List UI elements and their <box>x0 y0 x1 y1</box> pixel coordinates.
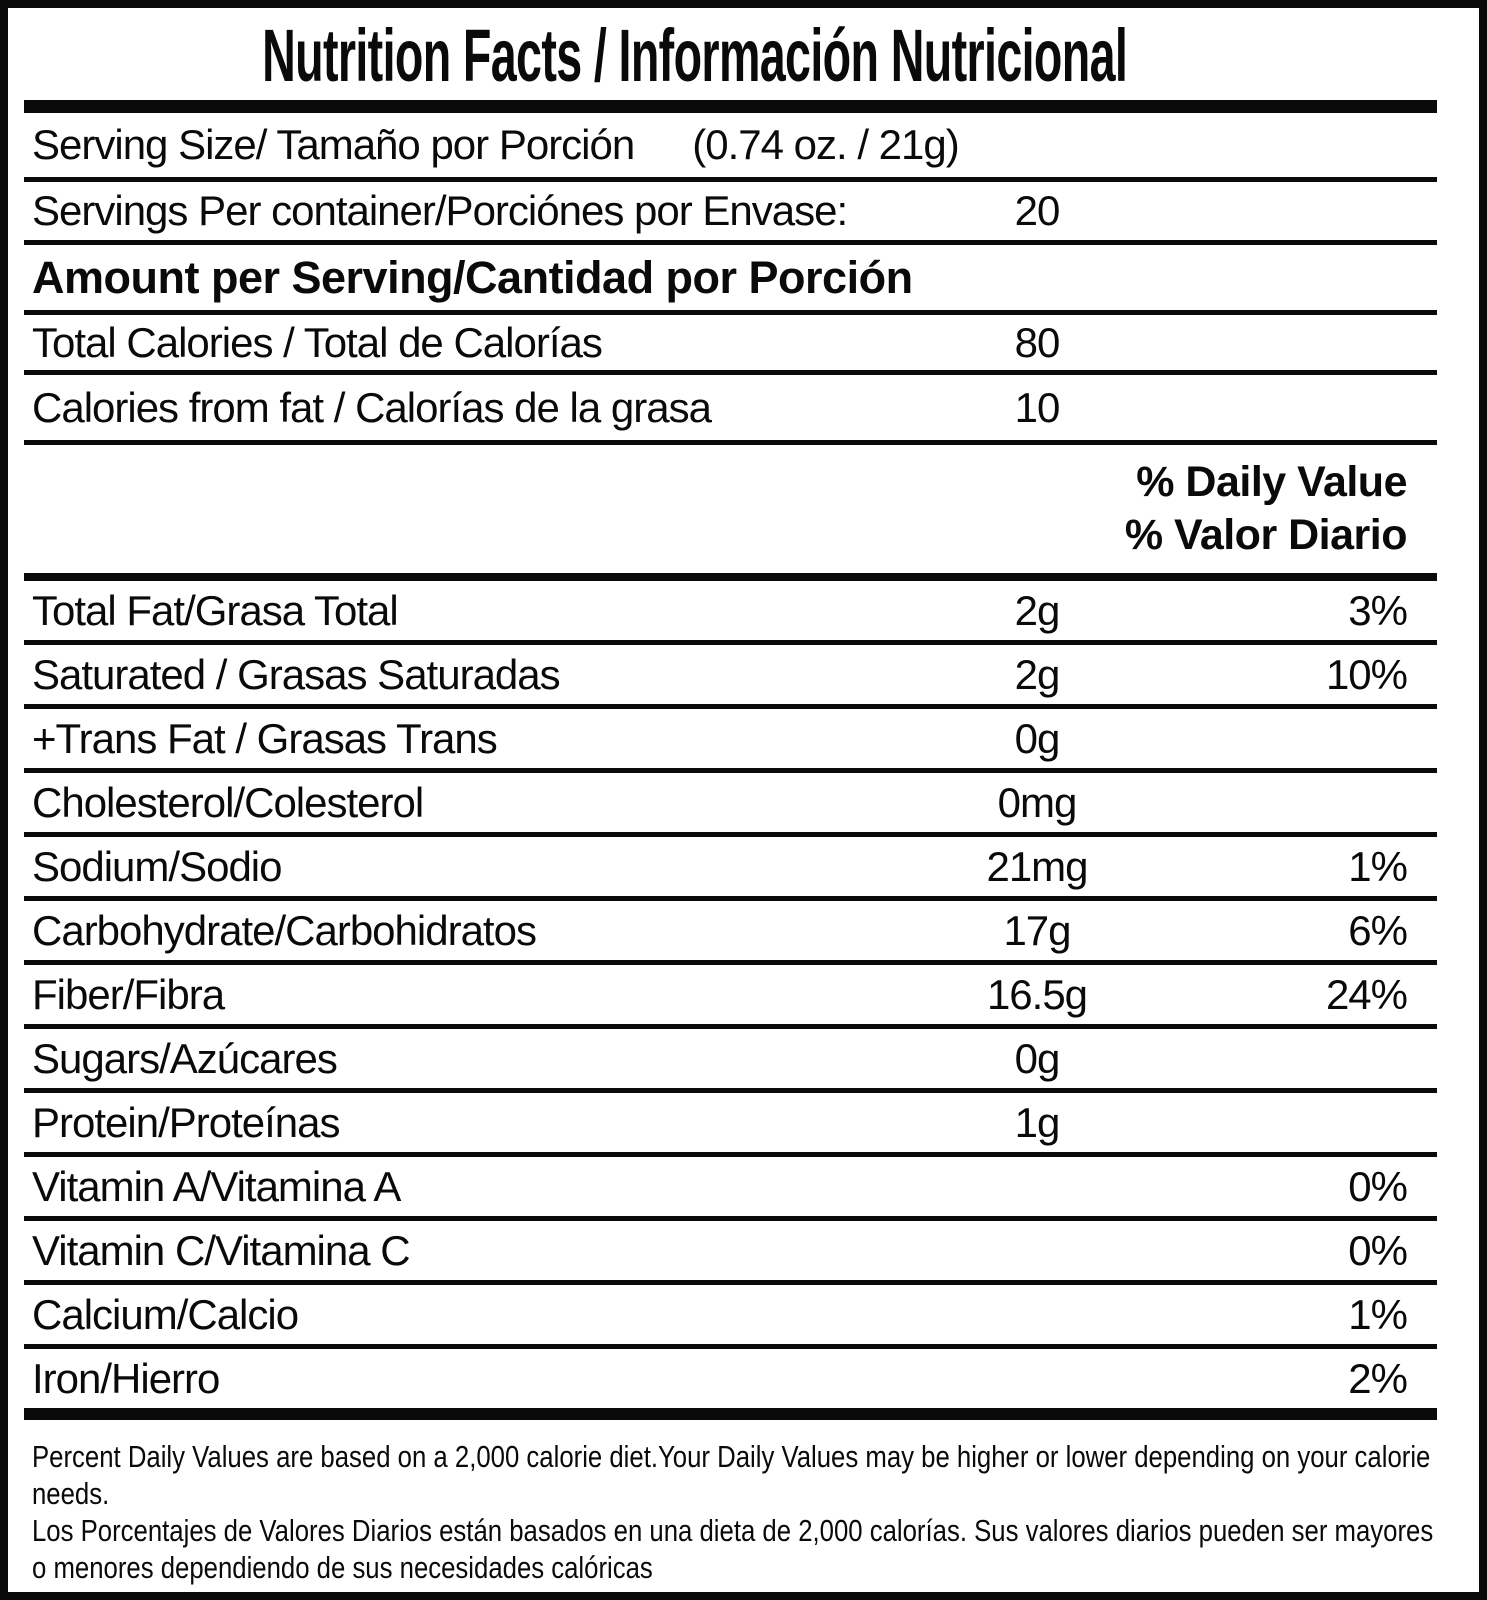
nutrient-label: Vitamin C/Vitamina C <box>32 1226 410 1274</box>
nutrient-row <box>24 1029 1437 1093</box>
calories-from-fat-row <box>24 375 1437 445</box>
nutrient-row <box>24 1349 1437 1420</box>
nutrient-row <box>24 901 1437 965</box>
nutrient-row <box>24 965 1437 1029</box>
nutrient-daily-value: 1% <box>1348 842 1407 890</box>
nutrient-rows <box>24 581 1437 1420</box>
label-title: Nutrition Facts / Información Nutricional <box>262 14 1128 97</box>
nutrient-row <box>24 1221 1437 1285</box>
nutrient-amount: 0mg <box>997 778 1077 826</box>
nutrient-daily-value: 3% <box>1348 586 1407 634</box>
label-title-row <box>8 8 1364 100</box>
nutrient-row <box>24 773 1437 837</box>
nutrient-daily-value: 2% <box>1348 1354 1407 1402</box>
nutrient-label: Total Fat/Grasa Total <box>32 586 398 634</box>
nutrient-label: +Trans Fat / Grasas Trans <box>32 714 497 762</box>
nutrient-amount: 16.5g <box>986 970 1088 1018</box>
nutrient-row <box>24 1285 1437 1349</box>
nutrient-amount: 1g <box>1014 1098 1060 1146</box>
nutrient-amount: 0g <box>1014 714 1060 762</box>
calories-from-fat-value: 10 <box>1014 383 1060 431</box>
nutrient-amount: 2g <box>1014 586 1060 634</box>
nutrient-amount: 21mg <box>986 842 1088 890</box>
nutrient-label: Protein/Proteínas <box>32 1098 340 1146</box>
label-content <box>24 100 1437 1586</box>
footnote-spanish: Los Porcentajes de Valores Diarios están basados en una dieta de 2,000 calorías. Sus valores diarios pueden ser mayores o menores dependiendo de sus necesidades calóricas <box>32 1513 1434 1585</box>
daily-value-header <box>24 445 1437 581</box>
nutrient-daily-value: 6% <box>1348 906 1407 954</box>
footnote-english: Percent Daily Values are based on a 2,000 calorie diet.Your Daily Values may be higher or lower depending on your calorie needs. <box>32 1439 1431 1511</box>
servings-per-container-value: 20 <box>1014 187 1060 234</box>
nutrient-daily-value: 1% <box>1348 1290 1407 1338</box>
nutrient-label: Sodium/Sodio <box>32 842 282 890</box>
nutrient-label: Fiber/Fibra <box>32 970 225 1018</box>
calories-from-fat-label: Calories from fat / Calorías de la grasa <box>32 383 711 431</box>
nutrient-label: Cholesterol/Colesterol <box>32 778 424 826</box>
nutrient-daily-value: 0% <box>1348 1162 1407 1210</box>
nutrient-amount: 0g <box>1014 1034 1060 1082</box>
nutrient-daily-value: 24% <box>1325 970 1407 1018</box>
nutrient-label: Calcium/Calcio <box>32 1290 299 1338</box>
nutrient-daily-value: 10% <box>1325 650 1407 698</box>
total-calories-row <box>24 315 1437 375</box>
amount-per-serving-header: Amount per Serving/Cantidad por Porción <box>32 251 913 303</box>
nutrient-row <box>24 645 1437 709</box>
footnote <box>24 1420 1437 1586</box>
nutrient-label: Saturated / Grasas Saturadas <box>32 650 560 698</box>
nutrient-daily-value: 0% <box>1348 1226 1407 1274</box>
total-calories-value: 80 <box>1014 318 1060 366</box>
nutrient-row <box>24 709 1437 773</box>
daily-value-header-english: % Daily Value <box>1136 458 1407 507</box>
nutrient-label: Carbohydrate/Carbohidratos <box>32 906 536 954</box>
amount-per-serving-header-row <box>24 245 1437 315</box>
nutrient-row <box>24 1093 1437 1157</box>
nutrient-label: Sugars/Azúcares <box>32 1034 337 1082</box>
servings-per-container-row <box>24 182 1437 245</box>
nutrient-amount: 17g <box>1003 906 1071 954</box>
nutrient-row <box>24 581 1437 645</box>
daily-value-header-spanish: % Valor Diario <box>1124 510 1407 559</box>
nutrient-amount: 2g <box>1014 650 1060 698</box>
total-calories-label: Total Calories / Total de Calorías <box>32 318 602 366</box>
servings-per-container-label: Servings Per container/Porciónes por Envase: <box>32 187 848 234</box>
serving-size-label: Serving Size/ Tamaño por Porción <box>32 121 635 168</box>
nutrient-label: Iron/Hierro <box>32 1354 220 1402</box>
nutrient-row <box>24 837 1437 901</box>
nutrient-row <box>24 1157 1437 1221</box>
serving-size-row <box>24 113 1437 182</box>
nutrient-label: Vitamin A/Vitamina A <box>32 1162 401 1210</box>
serving-size-value: (0.74 oz. / 21g) <box>692 121 959 168</box>
